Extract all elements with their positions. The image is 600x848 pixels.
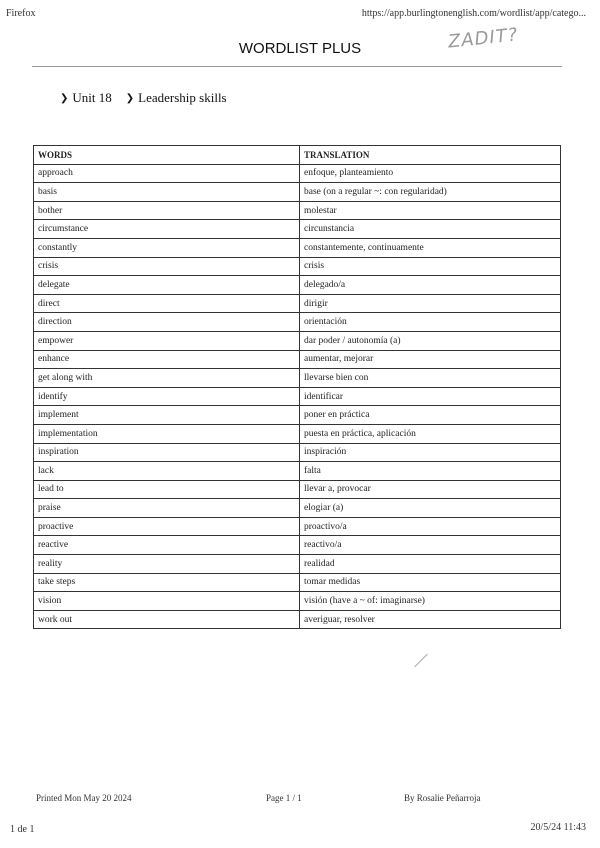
table-row [34,573,561,592]
word-cell: take steps [34,573,300,592]
wordlist-table [33,145,561,629]
word-cell: enhance [34,350,300,369]
word-cell: basis [34,183,300,202]
table-row [34,276,561,295]
translation-cell: poner en práctica [300,406,561,425]
translation-cell: proactivo/a [300,517,561,536]
translation-cell: falta [300,462,561,481]
translation-cell: tomar medidas [300,573,561,592]
table-row [34,424,561,443]
column-header-words: WORDS [34,146,300,165]
word-cell: lead to [34,480,300,499]
word-cell: circumstance [34,220,300,239]
word-cell: identify [34,387,300,406]
translation-cell: llevarse bien con [300,369,561,388]
word-cell: vision [34,592,300,611]
word-cell: reality [34,555,300,574]
translation-cell: enfoque, planteamiento [300,164,561,183]
translation-cell: reactivo/a [300,536,561,555]
table-row [34,238,561,257]
word-cell: delegate [34,276,300,295]
translation-cell: aumentar, mejorar [300,350,561,369]
handwritten-note: ZADIT? [446,24,519,53]
table-row [34,331,561,350]
word-cell: crisis [34,257,300,276]
print-page-count: 1 de 1 [10,824,35,835]
translation-cell: molestar [300,201,561,220]
table-row [34,592,561,611]
word-cell: implement [34,406,300,425]
table-row [34,369,561,388]
table-row [34,499,561,518]
table-row [34,406,561,425]
breadcrumb-topic[interactable]: Leadership skills [138,90,227,105]
translation-cell: averiguar, resolver [300,610,561,629]
print-datetime: 20/5/24 11:43 [530,822,586,833]
translation-cell: elogiar (a) [300,499,561,518]
word-cell: constantly [34,238,300,257]
table-row [34,610,561,629]
page-title: WORDLIST PLUS [238,40,362,57]
table-row [34,294,561,313]
translation-cell: crisis [300,257,561,276]
table-row [34,387,561,406]
word-cell: bother [34,201,300,220]
translation-cell: base (on a regular ~: con regularidad) [300,183,561,202]
word-cell: reactive [34,536,300,555]
print-date: Printed Mon May 20 2024 [36,793,132,803]
table-row [34,536,561,555]
word-cell: direction [34,313,300,332]
translation-cell: dirigir [300,294,561,313]
table-row [34,462,561,481]
table-row [34,201,561,220]
breadcrumb-unit[interactable]: Unit 18 [72,90,112,105]
translation-cell: delegado/a [300,276,561,295]
table-row [34,443,561,462]
translation-cell: visión (have a ~ of: imaginarse) [300,592,561,611]
word-cell: empower [34,331,300,350]
table-row [34,350,561,369]
translation-cell: dar poder / autonomía (a) [300,331,561,350]
translation-cell: realidad [300,555,561,574]
translation-cell: puesta en práctica, aplicación [300,424,561,443]
word-cell: direct [34,294,300,313]
table-row [34,220,561,239]
translation-cell: constantemente, continuamente [300,238,561,257]
translation-cell: llevar a, provocar [300,480,561,499]
word-cell: implementation [34,424,300,443]
translation-cell: circunstancia [300,220,561,239]
pen-mark [414,654,427,667]
translation-cell: inspiración [300,443,561,462]
translation-cell: identificar [300,387,561,406]
chevron-right-icon: ❯ [60,92,69,104]
table-row [34,480,561,499]
table-header-row [34,146,561,165]
word-cell: inspiration [34,443,300,462]
table-row [34,555,561,574]
word-cell: get along with [34,369,300,388]
chevron-right-icon: ❯ [125,92,135,104]
title-divider [32,66,562,67]
page-url: https://app.burlingtonenglish.com/wordlist/app/catego... [361,8,586,19]
table-row [34,313,561,332]
browser-name: Firefox [6,8,36,19]
word-cell: approach [34,164,300,183]
breadcrumb [60,90,227,106]
table-row [34,164,561,183]
translation-cell: orientación [300,313,561,332]
word-cell: lack [34,462,300,481]
column-header-translation: TRANSLATION [300,146,561,165]
author: By Rosalie Peñarroja [404,793,481,803]
table-row [34,257,561,276]
word-cell: proactive [34,517,300,536]
page-number: Page 1 / 1 [266,793,302,803]
table-row [34,183,561,202]
word-cell: praise [34,499,300,518]
word-cell: work out [34,610,300,629]
table-row [34,517,561,536]
